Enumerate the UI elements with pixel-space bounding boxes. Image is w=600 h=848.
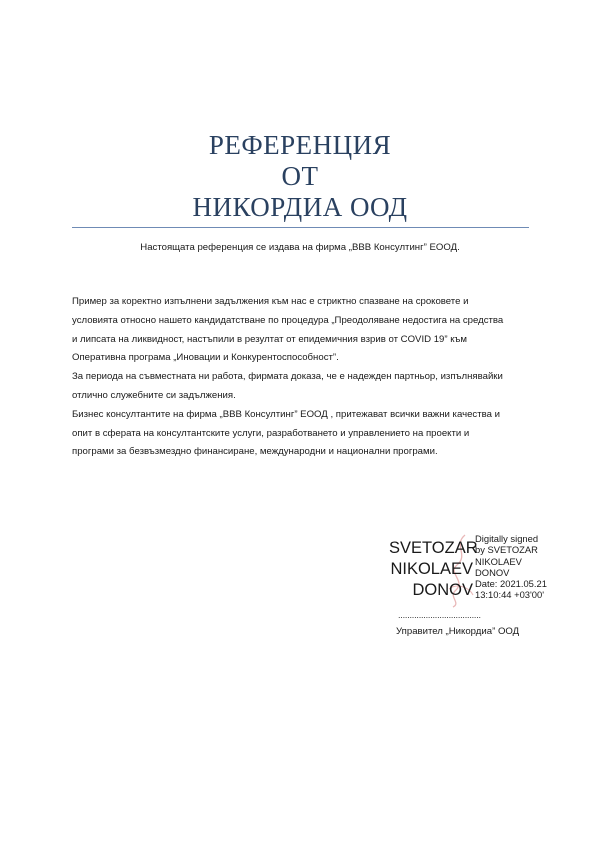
title-line-2: ОТ [281, 161, 319, 191]
digital-signature [389, 531, 569, 611]
intro-sentence: Настоящата референция се издава на фирма „ВВВ Консултинг” ЕООД. [140, 242, 460, 253]
signature-detail-line: NIKOLAEV [475, 555, 522, 567]
signer-name-line-3: DONOV [412, 581, 473, 599]
title-divider [72, 227, 529, 228]
body-paragraph-1: Пример за коректно изпълнени задължения към нас е стриктно спазване на сроковете и условията относно нашето кандидатстване по процедура „Преодоляване недостига на средства и липсата на ликвидност, настъпили в резултат от епидемичния взрив от COVID 19” към Оперативна програма „Иновации и Конкурентоспособност”. [72, 296, 504, 364]
signature-detail-line: Digitally signed [475, 533, 539, 544]
body-paragraph-3: Бизнес консултантите на фирма „ВВВ Консултинг” ЕООД , притежават всички важни качества и опит в сферата на консултантските услуги, разработването и управлението на проекти и програми за безвъзмездно финансиране, международни и национални програми. [72, 408, 500, 458]
signer-name-line-1: SVETOZAR [389, 539, 478, 557]
signature-detail-line: DONOV [475, 566, 510, 578]
signature-date: Date: 2021.05.21 [475, 578, 547, 590]
signature-detail-line: by SVETOZAR [475, 544, 538, 556]
signature-dotted-line: .................................... [398, 610, 481, 620]
document-title [0, 130, 600, 223]
signer-name-line-2: NIKOLAEV [390, 560, 473, 578]
title-line-3: НИКОРДИА ООД [192, 192, 408, 222]
signer-name [389, 538, 478, 601]
signature-time: 13:10:44 +03'00' [475, 589, 545, 601]
reference-body [72, 293, 532, 462]
title-line-1: РЕФЕРЕНЦИЯ [208, 130, 392, 160]
signer-position: Управител „Никордиа” ООД [396, 626, 520, 637]
signature-details [475, 533, 547, 601]
body-paragraph-2: За периода на съвместната ни работа, фирмата доказа, че е надежден партньор, изпълнявайки отлично служебните си задължения. [72, 371, 503, 401]
